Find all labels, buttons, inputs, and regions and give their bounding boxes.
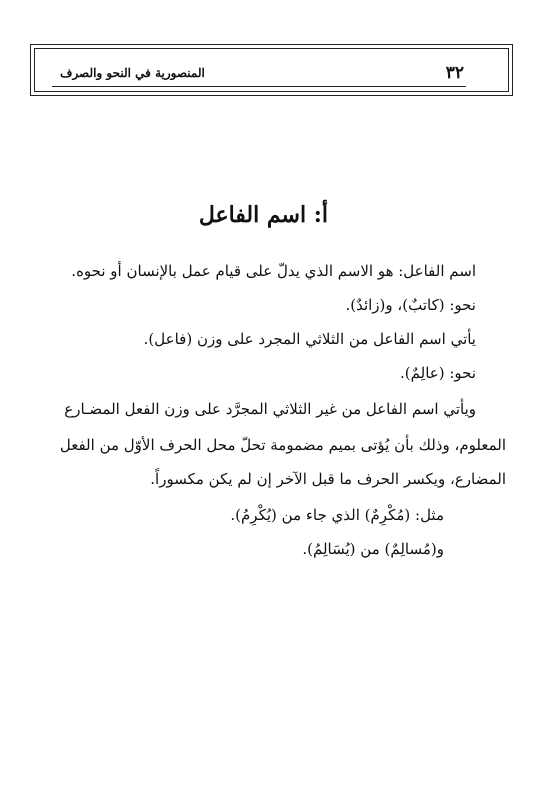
text-line-example-2: نحو: (عالِمٌ). [400, 364, 476, 382]
text-line-rule-end: المضارع، ويكسر الحرف ما قبل الآخر إن لم يكن مكسوراً. [150, 470, 506, 488]
text-line-rule-nontriliteral: ويأتي اسم الفاعل من غير الثلاثي المجرَّد على وزن الفعل المضـارع [64, 400, 476, 418]
section-heading: أ: اسم الفاعل [198, 202, 328, 228]
text-line-example-3: مثل: (مُكْرِمٌ) الذي جاء من (يُكْرِمُ). [230, 506, 444, 524]
running-header-title: المنصورية في النحو والصرف [60, 66, 205, 80]
text-line-example-1: نحو: (كاتبٌ)، و(زائدٌ). [345, 296, 476, 314]
header-rule [52, 86, 466, 87]
text-line-rule-triliteral: يأتي اسم الفاعل من الثلاثي المجرد على وزن (فاعل). [143, 330, 476, 348]
page-number: ٣٢ [445, 63, 464, 83]
text-line-definition: اسم الفاعل: هو الاسم الذي يدلّ على قيام عمل بالإنسان أو نحوه. [71, 262, 476, 280]
text-line-example-4: و(مُسالِمٌ) من (يُسَالِمُ). [302, 540, 444, 558]
text-line-rule-continued: المعلوم، وذلك بأن يُؤتى بميم مضمومة تحلّ محل الحرف الأوّل من الفعل [59, 436, 506, 454]
